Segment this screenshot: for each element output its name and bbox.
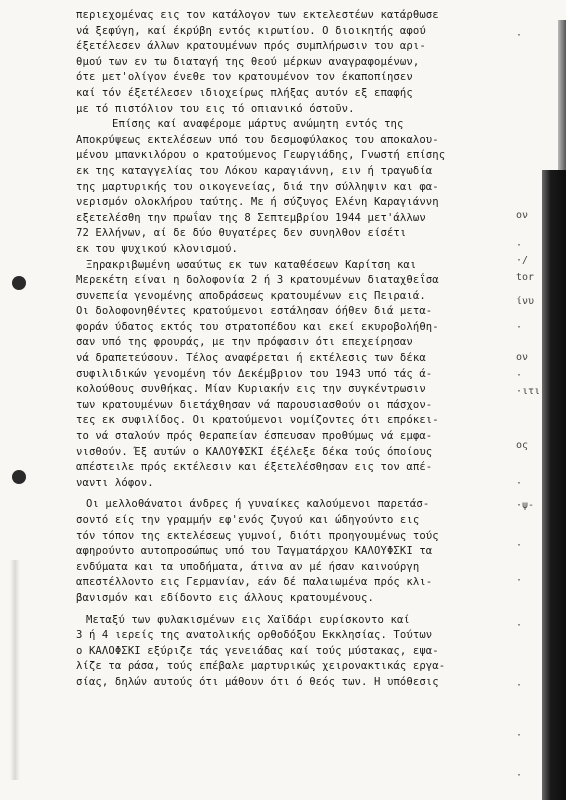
bleed-text: ον [516, 210, 529, 221]
text-line: ότε μετ'ολίγον ένεθε τον κρατουμένον τον έκαποπίησεν [76, 71, 413, 84]
text-line: 72 Ελλήνων, αί δε δύο θυγατέρες δεν συνηλθον είσέτι [76, 227, 407, 240]
adjacent-page-edge [508, 0, 566, 800]
text-line: νά ξεφύγη, καί έκρύβη εντός κιρωτίου. Ο διοικητής αφού [76, 24, 426, 37]
scan-smudge [10, 560, 20, 780]
text-line: ναντι λόφον. [76, 476, 154, 489]
text-line: Οι μελλοθάνατοι άνδρες ή γυναίκες καλούμενοι παρετάσ- [86, 498, 430, 511]
bleed-text: · [516, 30, 523, 41]
bleed-text: ·ψ- [516, 500, 535, 511]
text-line: βανισμόν και εδίδοντο εις άλλους κρατουμένους. [76, 591, 374, 604]
bleed-text: ον [516, 352, 529, 363]
bleed-text: ·/ [516, 255, 529, 266]
bleed-text: · [516, 322, 523, 333]
punch-hole-icon [12, 276, 26, 290]
page-shadow [558, 20, 566, 180]
punch-hole-icon [12, 470, 26, 484]
text-line: Αποκρύψεως εκτελέσεων υπό του δεσμοφύλακος του αποκαλου- [76, 133, 439, 146]
text-line: της μαρτυρικής του οικογενείας, διά την σύλληψιν και φα- [76, 180, 439, 193]
bleed-text: · [516, 370, 523, 381]
text-line: Μεταξύ των φυλακισμένων εις Χαϊδάρι ευρίσκοντο καί [86, 613, 410, 626]
bleed-text: · [516, 540, 523, 551]
bleed-text: ·ιτι [516, 386, 541, 397]
text-line: θμού των εν τω διαταγή της θεού μέρκων αναγραφομένων, [76, 55, 420, 68]
text-line: ο ΚΑΛΟΦΣΚΙ εξύριζε τάς γενειάδας καί τούς μύστακας, εψα- [76, 644, 439, 657]
bleed-text: · [516, 680, 523, 691]
text-line: ενδύματα και τα υποδήματα, άτινα αν μέ ήσαν καινούργη [76, 560, 420, 573]
bleed-text: · [516, 770, 523, 781]
text-line: Επίσης καί αναφέρομε μάρτυς ανώμητη εντός της [112, 118, 404, 131]
text-line: 3 ή 4 ιερείς της ανατολικής ορθοδόξου Εκκλησίας. Τούτων [76, 629, 433, 642]
bleed-text: ίνυ [516, 296, 535, 307]
text-line: τες εκ συφιλίδος. Οι κρατούμενοι νομίζοντες ότι επρόκει- [76, 414, 439, 427]
text-line: μένου μπανκιλόρου ο κρατούμενος Γεωργιάδης, Γνωστή επίσης [76, 149, 446, 162]
bleed-text: tor [516, 272, 535, 283]
text-line: καί τόν έξετέλεσεν ιδιοχείρως πλήξας αυτόν εξ επαφής [76, 86, 413, 99]
bleed-text: · [516, 478, 523, 489]
text-line: Οι δολοφονηθέντες κρατούμενοι εστάλησαν όήθεν διά μετα- [76, 305, 433, 318]
text-line: νισθούν. Έξ αυτών ο ΚΑΛΟΥΦΣΚΙ έξέλεξε δέκα τούς όποίους [76, 445, 433, 458]
bleed-text: · [516, 730, 523, 741]
text-line: νερισμόν ολοκλήρου ταύτης. Με ή σύζυγος Ελένη Καραγιάννη [76, 196, 439, 209]
text-line: τόν τόπον της εκτελέσεως γυμνοί, διότι προηγουμένως τούς [76, 529, 439, 542]
text-line: εκ της καταγγελίας του Λόκου καραγιάννη, ειν ή τραγωδία [76, 164, 433, 177]
text-line: περιεχομένας εις τον κατάλογον των εκτελεστέων κατάρθωσε [76, 9, 439, 21]
bleed-text: ος [516, 440, 529, 451]
bleed-text: · [516, 575, 523, 586]
text-line: σίας, δηλών αυτούς ότι μάθουν ότι ό θεός των. Η υπόθεσις [76, 675, 439, 688]
text-line: κολούθους συνθήκας. Μίαν Κυριακήν εις την συγκέντρωσιν [76, 383, 426, 396]
bleed-text: · [516, 240, 523, 251]
text-line: φοράν ύδατος εκτός του στρατοπέδου και εκεί εκυροβολήθη- [76, 320, 439, 333]
text-line: λίζε τα ράσα, τούς επέβαλε μαρτυρικώς χειρονακτικάς εργα- [76, 660, 446, 673]
text-line: έξετέλεσεν άλλων κρατουμένων πρός συμπλήρωσιν του αρι- [76, 40, 426, 53]
text-line: απέστειλε πρός εκτέλεσιν και έξετελέσθησαν εις τον απέ- [76, 461, 433, 474]
text-line: απεστέλλοντο εις Γερμανίαν, εάν δέ παλαιωμένα πρός κλι- [76, 576, 433, 589]
text-line: εκ του ψυχικού κλονισμού. [76, 242, 238, 255]
typewritten-text [76, 8, 476, 691]
text-line: συφιλιδικών γενομένη τόν Δεκέμβριον του 1943 υπό τάς ά- [76, 367, 433, 380]
text-line: των κρατουμένων διετάχθησαν νά παρουσιασθούν οι πάσχον- [76, 398, 433, 411]
text-line: σοντό είς την γραμμήν εφ'ενός ζυγού και ώδηγούντο εις [76, 514, 420, 526]
text-line: αφηρούντο αυτοπροσώπως υπό του Ταγματάρχου ΚΑΛΟΥΦΣΚΙ τα [76, 545, 433, 558]
bleed-text: · [516, 620, 523, 631]
text-line: νά δραπετεύσουν. Τέλος αναφέρεται ή εκτέλεσις των δέκα [76, 352, 426, 365]
text-line: σαν υπό της φρουράς, με την πρόφασιν ότι επεχείρησαν [76, 336, 413, 349]
text-line: με τό πιστόλιον του εις τό οπιανικό όστοῦν. [76, 102, 355, 115]
text-line: συνεπεία γενομένης αποδράσεως κρατουμένων εις Πειραιά. [76, 289, 426, 302]
text-line: το νά σταλούν πρός θεραπείαν έσπευσαν προθύμως νά εμφα- [76, 430, 433, 443]
text-line: Ξηρακριβωμένη ωσαύτως εκ των καταθέσεων Καρίτση και [86, 258, 417, 271]
text-line: εξετελέσθη την πρωΐαν της 8 Σεπτεμβρίου 1944 μετ'άλλων [76, 211, 426, 224]
text-line: Μερεκέτη είναι η δολοφονία 2 ή 3 κρατουμένων διαταχθεΐσα [76, 274, 439, 287]
